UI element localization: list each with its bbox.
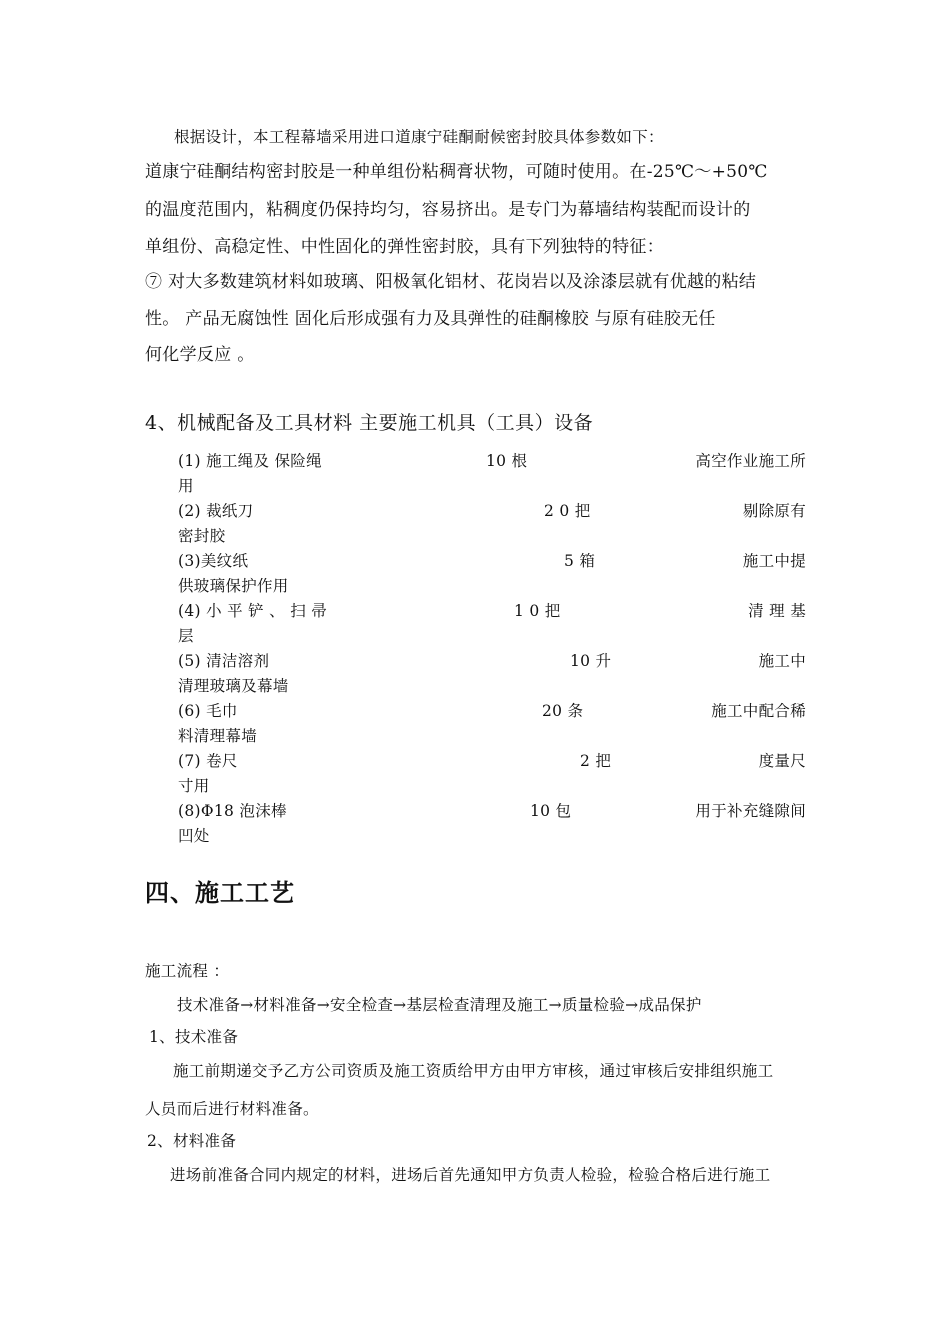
paragraph-line: 何化学反应 。 <box>145 345 255 365</box>
equipment-name: (1) 施工绳及 保险绳 <box>178 452 322 470</box>
paragraph-line: 性。 产品无腐蚀性 固化后形成强有力及具弹性的硅酮橡胶 与原有硅胶无任 <box>145 309 716 329</box>
equipment-purpose: 度量尺 <box>758 752 806 770</box>
equipment-quantity: 10 升 <box>570 652 612 670</box>
section-4-heading: 4、机械配备及工具材料 主要施工机具（工具）设备 <box>145 412 594 434</box>
equipment-purpose: 清 理 基 <box>748 602 806 620</box>
section-title: 四、施工工艺 <box>145 878 295 907</box>
tech-prep-line: 人员而后进行材料准备。 <box>145 1100 319 1118</box>
equipment-quantity: 5 箱 <box>564 552 596 570</box>
equipment-row <box>178 751 806 801</box>
equipment-purpose-continued: 料清理幕墙 <box>178 727 258 745</box>
tech-prep-heading: 1、技术准备 <box>149 1028 239 1046</box>
equipment-row <box>178 601 806 651</box>
equipment-row <box>178 701 806 751</box>
equipment-quantity: 1 0 把 <box>514 602 561 620</box>
equipment-row <box>178 551 806 601</box>
equipment-quantity: 2 0 把 <box>544 502 591 520</box>
equipment-purpose: 剔除原有 <box>742 502 806 520</box>
equipment-purpose-continued: 用 <box>178 477 194 495</box>
paragraph-line: 道康宁硅酮结构密封胶是一种单组份粘稠膏状物，可随时使用。在-25℃～+50℃ <box>145 162 768 182</box>
equipment-row <box>178 451 806 501</box>
equipment-name: (2) 裁纸刀 <box>178 502 254 520</box>
equipment-purpose: 施工中 <box>758 652 806 670</box>
equipment-purpose-continued: 密封胶 <box>178 527 226 545</box>
equipment-quantity: 10 包 <box>530 802 572 820</box>
equipment-purpose-continued: 供玻璃保护作用 <box>178 577 289 595</box>
equipment-name: (3)美纹纸 <box>178 552 249 570</box>
equipment-purpose: 施工中配合稀 <box>711 702 806 720</box>
equipment-quantity: 10 根 <box>486 452 528 470</box>
material-prep-heading: 2、材料准备 <box>147 1132 237 1150</box>
paragraph-line: 单组份、高稳定性、中性固化的弹性密封胶，具有下列独特的特征： <box>145 237 664 257</box>
equipment-row <box>178 501 806 551</box>
flow-steps: 技术准备→材料准备→安全检查→基层检查清理及施工→质量检验→成品保护 <box>177 996 702 1014</box>
intro-paragraph-line: 根据设计，本工程幕墙采用进口道康宁硅酮耐候密封胶具体参数如下： <box>174 128 664 146</box>
equipment-row <box>178 801 806 851</box>
equipment-name: (8)Φ18 泡沫棒 <box>178 802 287 820</box>
flow-label: 施工流程 ： <box>145 962 230 980</box>
equipment-purpose-continued: 层 <box>178 627 194 645</box>
equipment-name: (5) 清洁溶剂 <box>178 652 270 670</box>
equipment-quantity: 2 把 <box>580 752 612 770</box>
equipment-purpose-continued: 寸用 <box>178 777 210 795</box>
equipment-purpose-continued: 清理玻璃及幕墙 <box>178 677 289 695</box>
paragraph-line: 的温度范围内，粘稠度仍保持均匀，容易挤出。是专门为幕墙结构装配而设计的 <box>145 200 751 220</box>
paragraph-line: ⑦ 对大多数建筑材料如玻璃、阳极氧化铝材、花岗岩以及涂漆层就有优越的粘结 <box>145 272 757 292</box>
equipment-purpose: 高空作业施工所 <box>695 452 806 470</box>
tech-prep-line: 施工前期递交予乙方公司资质及施工资质给甲方由甲方审核，通过审核后安排组织施工 <box>173 1062 774 1080</box>
equipment-name: (4) 小 平 铲 、 扫 帚 <box>178 602 328 620</box>
equipment-name: (7) 卷尺 <box>178 752 238 770</box>
equipment-purpose-continued: 凹处 <box>178 827 210 845</box>
equipment-row <box>178 651 806 701</box>
equipment-quantity: 20 条 <box>542 702 584 720</box>
equipment-purpose: 施工中提 <box>742 552 806 570</box>
equipment-purpose: 用于补充缝隙间 <box>695 802 806 820</box>
equipment-name: (6) 毛巾 <box>178 702 238 720</box>
material-prep-line: 进场前准备合同内规定的材料，进场后首先通知甲方负责人检验，检验合格后进行施工 <box>170 1166 771 1184</box>
